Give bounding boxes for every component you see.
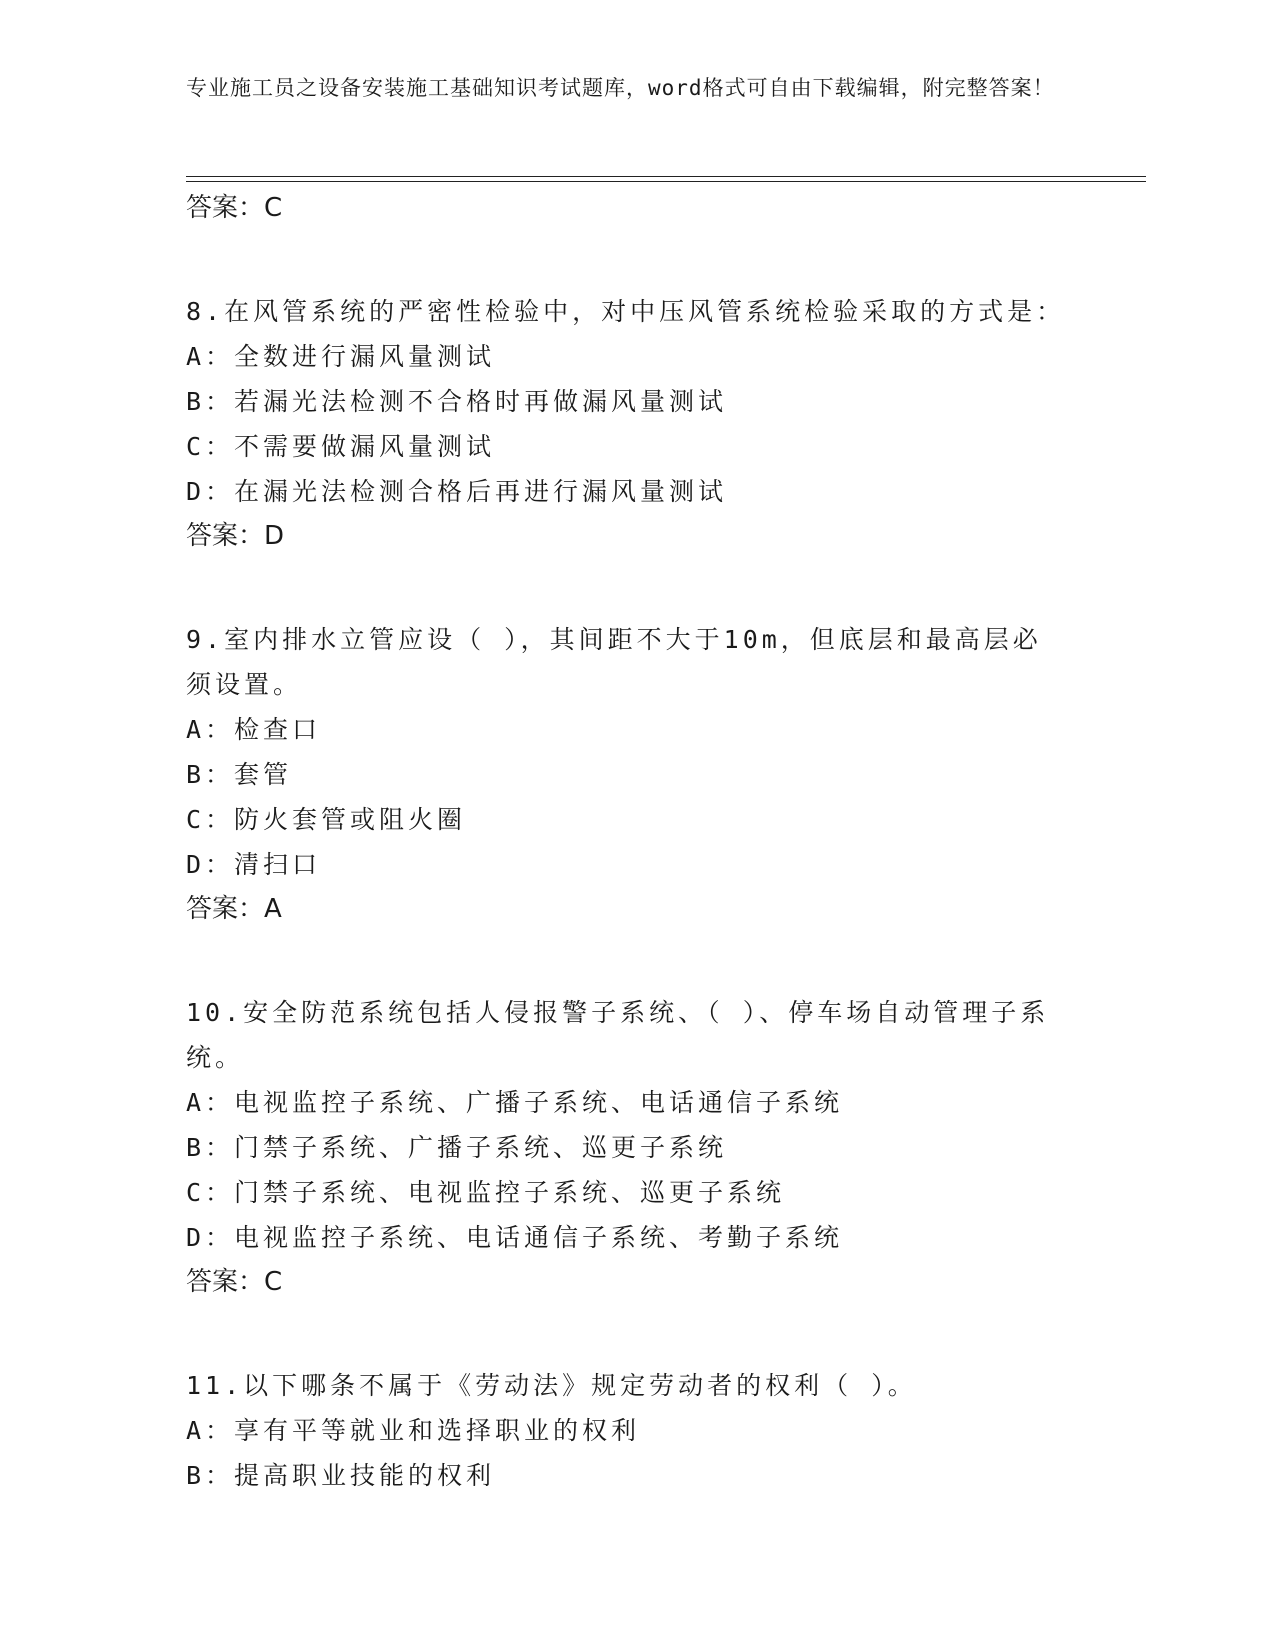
option-d: D：在漏光法检测合格后再进行漏风量测试 xyxy=(186,477,728,506)
document-header: 专业施工员之设备安装施工基础知识考试题库，word格式可自由下载编辑，附完整答案！ xyxy=(186,76,1055,100)
answer-line: 答案：C xyxy=(186,1267,283,1297)
option-b: B：门禁子系统、广播子系统、巡更子系统 xyxy=(186,1133,728,1162)
option-a: A：电视监控子系统、广播子系统、电话通信子系统 xyxy=(186,1088,844,1117)
option-c: C：防火套管或阻火圈 xyxy=(186,805,467,834)
header-divider-double xyxy=(186,181,1146,182)
option-b: B：若漏光法检测不合格时再做漏风量测试 xyxy=(186,387,728,416)
question-10 xyxy=(186,990,1066,1305)
option-d: D：电视监控子系统、电话通信子系统、考勤子系统 xyxy=(186,1223,844,1252)
answer-line: 答案：D xyxy=(186,521,285,551)
header-divider xyxy=(186,176,1146,177)
question-11 xyxy=(186,1363,1066,1498)
option-a: A：享有平等就业和选择职业的权利 xyxy=(186,1416,641,1445)
option-a: A：检查口 xyxy=(186,715,322,744)
question-stem: 9.室内排水立管应设（ ），其间距不大于10m，但底层和最高层必须设置。 xyxy=(186,625,1042,699)
question-stem: 11.以下哪条不属于《劳动法》规定劳动者的权利（ ）。 xyxy=(186,1371,917,1400)
question-list xyxy=(186,186,1066,1498)
question-stem: 8.在风管系统的严密性检验中，对中压风管系统检验采取的方式是： xyxy=(186,297,1066,326)
option-c: C：门禁子系统、电视监控子系统、巡更子系统 xyxy=(186,1178,786,1207)
answer-line: 答案：A xyxy=(186,894,282,924)
option-c: C：不需要做漏风量测试 xyxy=(186,432,496,461)
question-stem: 10.安全防范系统包括人侵报警子系统、（ ）、停车场自动管理子系统。 xyxy=(186,998,1050,1072)
option-d: D：清扫口 xyxy=(186,850,322,879)
question-9 xyxy=(186,617,1066,932)
option-b: B：提高职业技能的权利 xyxy=(186,1461,496,1490)
option-b: B：套管 xyxy=(186,760,293,789)
option-a: A：全数进行漏风量测试 xyxy=(186,342,496,371)
answer-line: 答案：C xyxy=(186,193,283,223)
question-8 xyxy=(186,289,1066,559)
